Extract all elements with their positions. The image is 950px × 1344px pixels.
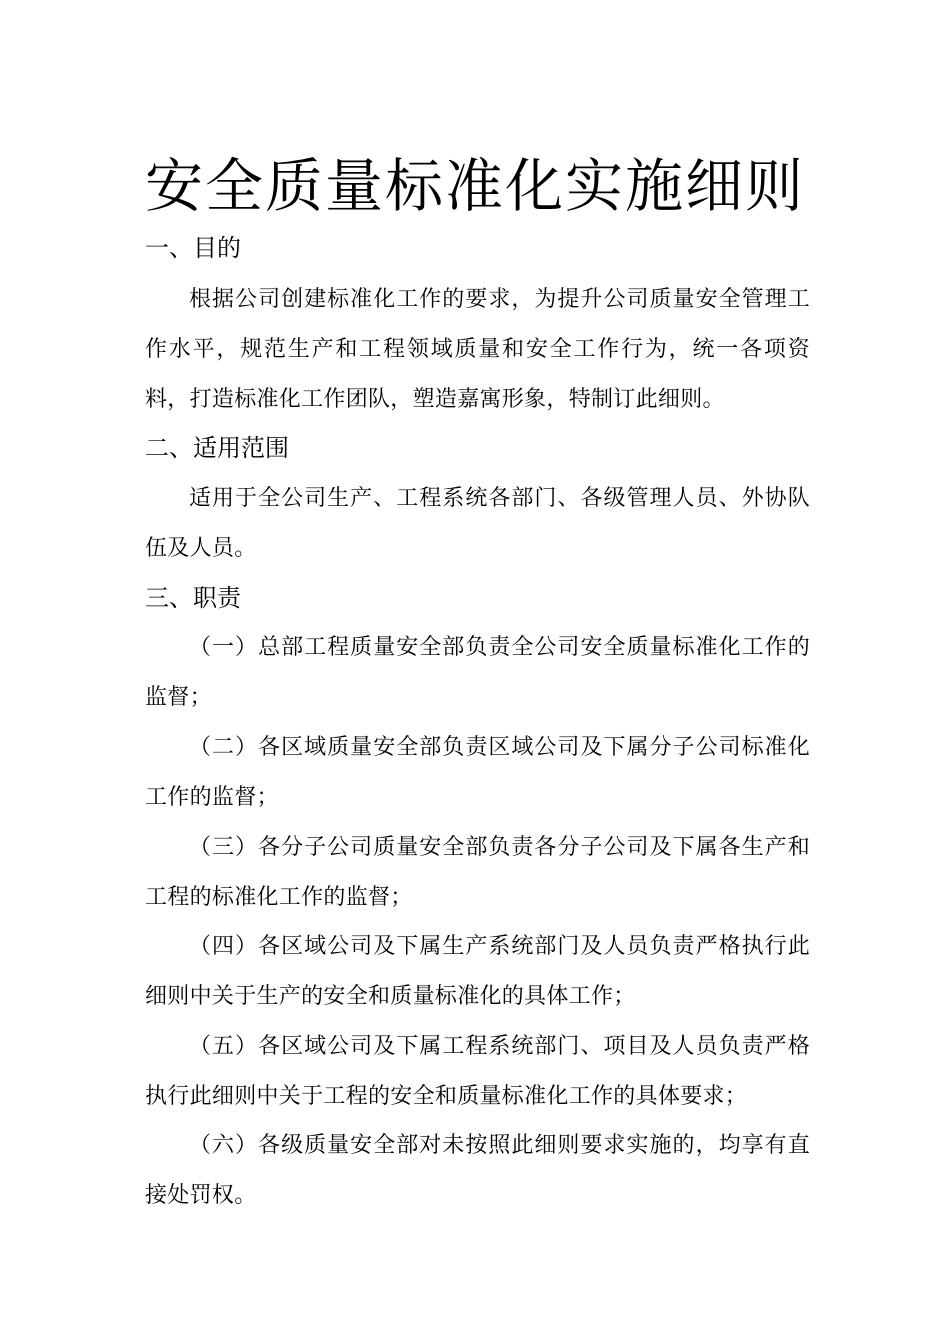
section-heading-purpose: 一、目的 [145,234,241,262]
paragraph-duty-1: （一）总部工程质量安全部负责全公司安全质量标准化工作的监督； [145,635,810,710]
paragraph-duty-5: （五）各区域公司及下属工程系统部门、项目及人员负责严格执行此细则中关于工程的安全和质量标准化工作的具体要求； [145,1034,810,1109]
paragraph-duty-6: （六）各级质量安全部对未按照此细则要求实施的，均享有直接处罚权。 [145,1133,810,1208]
paragraph-duty-3: （三）各分子公司质量安全部负责各分子公司及下属各生产和工程的标准化工作的监督； [145,835,810,910]
paragraph-scope: 适用于全公司生产、工程系统各部门、各级管理人员、外协队伍及人员。 [145,486,810,561]
document-title: 安全质量标准化实施细则 [144,152,805,220]
paragraph-duty-2: （二）各区域质量安全部负责区域公司及下属分子公司标准化工作的监督； [145,735,810,810]
section-heading-duties: 三、职责 [145,584,241,612]
section-heading-scope: 二、适用范围 [145,434,289,462]
paragraph-duty-4: （四）各区域公司及下属生产系统部门及人员负责严格执行此细则中关于生产的安全和质量标准化的具体工作； [145,934,810,1009]
paragraph-purpose: 根据公司创建标准化工作的要求，为提升公司质量安全管理工作水平，规范生产和工程领域质量和安全工作行为，统一各项资料，打造标准化工作团队，塑造嘉寓形象，特制订此细则。 [145,287,810,412]
